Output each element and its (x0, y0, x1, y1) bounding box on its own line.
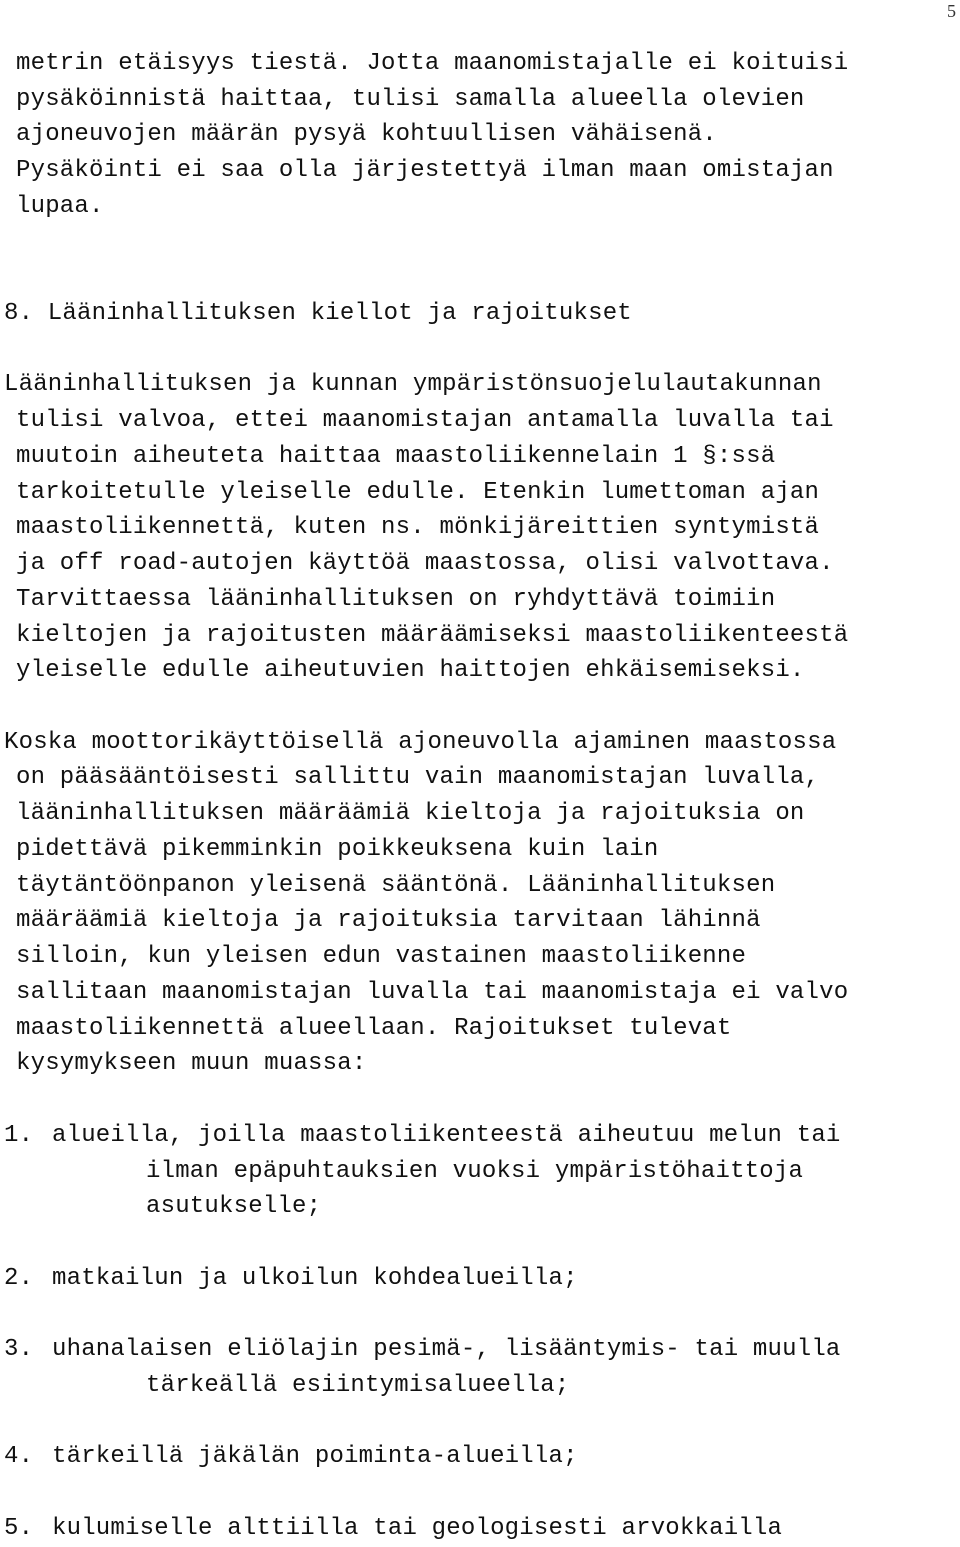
section-heading: 8. Lääninhallituksen kiellot ja rajoitukset (4, 300, 632, 327)
text-line: täytäntöönpanon yleisenä sääntönä. Lääninhallituksen (16, 872, 776, 899)
list-number: 2. (4, 1265, 34, 1292)
text-line: Koska moottorikäyttöisellä ajoneuvolla ajaminen maastossa (4, 729, 837, 756)
text-line: maastoliikennettä alueellaan. Rajoitukset tulevat (16, 1015, 732, 1042)
text-line: lupaa. (16, 193, 104, 220)
text-line: maastoliikennettä, kuten ns. mönkijäreittien syntymistä (16, 514, 820, 541)
text-line: tarkoitetulle yleiselle edulle. Etenkin lumettoman ajan (16, 479, 820, 506)
text-line: yleiselle edulle aiheutuvien haittojen ehkäisemiseksi. (16, 657, 805, 684)
text-line: pidettävä pikemminkin poikkeuksena kuin lain (16, 836, 659, 863)
text-line: Lääninhallituksen ja kunnan ympäristönsuojelulautakunnan (4, 371, 822, 398)
text-line: kysymykseen muun muassa: (16, 1050, 367, 1077)
list-item-text: kulumiselle alttiilla tai geologisesti arvokkailla (52, 1515, 783, 1542)
text-line: lääninhallituksen määräämiä kieltoja ja rajoituksia on (16, 800, 805, 827)
text-line: ja off road-autojen käyttöä maastossa, olisi valvottava. (16, 550, 834, 577)
list-item-text: uhanalaisen eliölajin pesimä-, lisääntymis- tai muulla (52, 1336, 841, 1363)
text-line: silloin, kun yleisen edun vastainen maastoliikenne (16, 943, 747, 970)
text-line: tulisi valvoa, ettei maanomistajan antamalla luvalla tai (16, 407, 834, 434)
text-line: on pääsääntöisesti sallittu vain maanomistajan luvalla, (16, 764, 820, 791)
list-item-text: alueilla, joilla maastoliikenteestä aiheutuu melun tai (52, 1122, 841, 1149)
list-item-text: matkailun ja ulkoilun kohdealueilla; (52, 1265, 578, 1292)
text-line: kieltojen ja rajoitusten määräämiseksi maastoliikenteestä (16, 622, 849, 649)
text-line: muutoin aiheuteta haittaa maastoliikennelain 1 §:ssä (16, 443, 776, 470)
list-number: 1. (4, 1122, 34, 1149)
list-item-text: asutukselle; (146, 1193, 322, 1220)
list-item-text: tärkeällä esiintymisalueella; (146, 1372, 570, 1399)
page-number: 5 (947, 1, 956, 21)
list-item-text: ilman epäpuhtauksien vuoksi ympäristöhaittoja (146, 1158, 804, 1185)
text-line: metrin etäisyys tiestä. Jotta maanomistajalle ei koituisi (16, 50, 849, 77)
list-number: 3. (4, 1336, 34, 1363)
text-line: ajoneuvojen määrän pysyä kohtuullisen vähäisenä. (16, 121, 717, 148)
text-line: Tarvittaessa lääninhallituksen on ryhdyttävä toimiin (16, 586, 776, 613)
list-number: 4. (4, 1443, 34, 1470)
text-line: määräämiä kieltoja ja rajoituksia tarvitaan lähinnä (16, 907, 761, 934)
text-line: Pysäköinti ei saa olla järjestettyä ilman maan omistajan (16, 157, 834, 184)
text-line: pysäköinnistä haittaa, tulisi samalla alueella olevien (16, 86, 805, 113)
list-item-text: tärkeillä jäkälän poiminta-alueilla; (52, 1443, 578, 1470)
text-line: sallitaan maanomistajan luvalla tai maanomistaja ei valvo (16, 979, 849, 1006)
list-number: 5. (4, 1515, 34, 1542)
